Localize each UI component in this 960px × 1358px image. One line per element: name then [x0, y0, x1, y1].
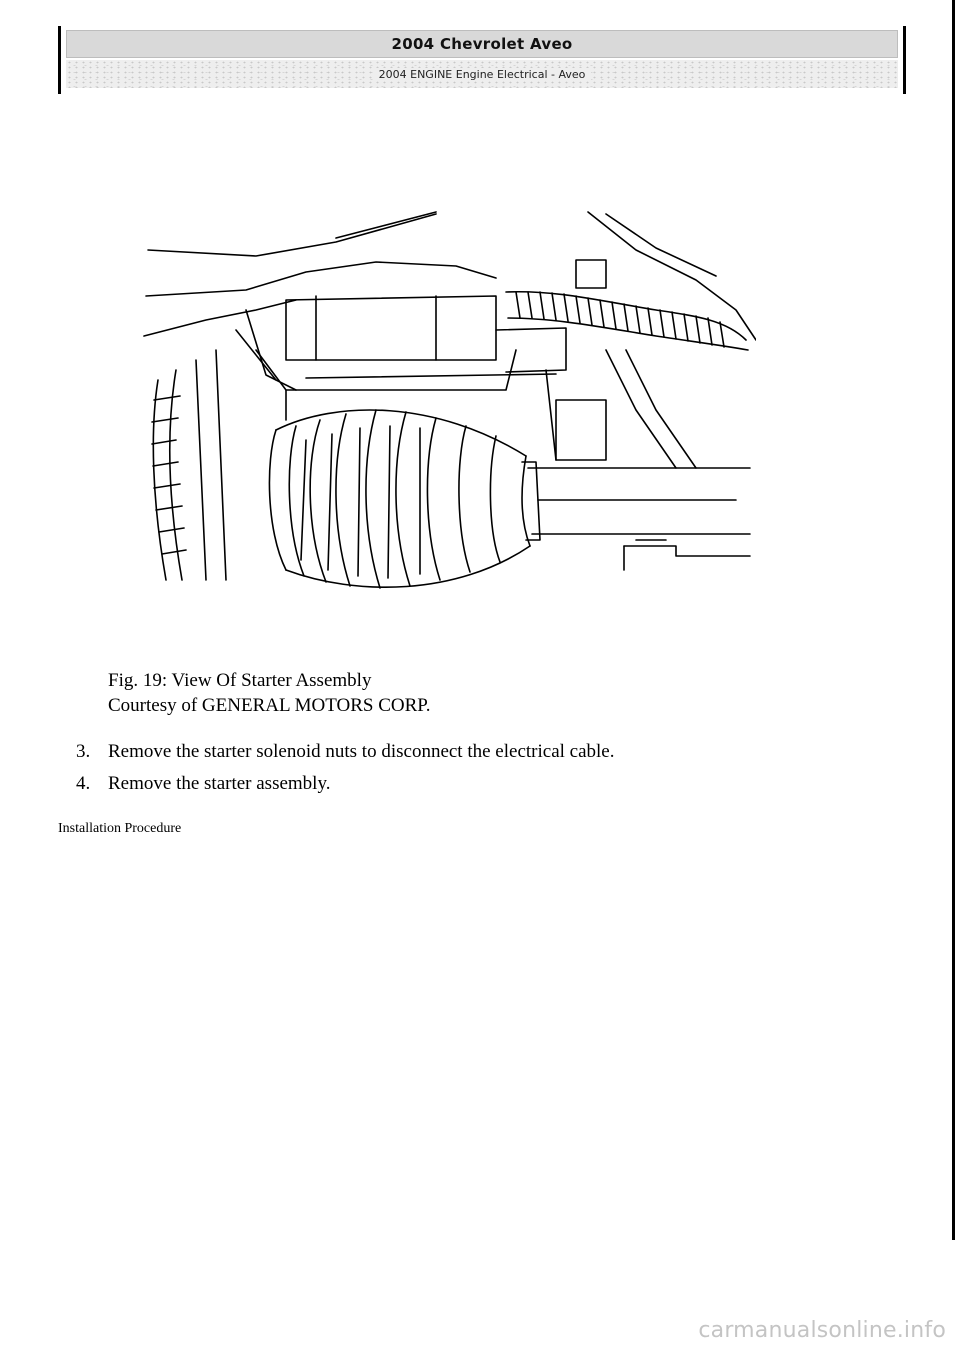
page-edge-line	[952, 0, 955, 1240]
step-text: Remove the starter solenoid nuts to disconnect the electrical cable.	[108, 741, 615, 762]
header-subtitle: 2004 ENGINE Engine Electrical - Aveo	[373, 68, 592, 81]
starter-assembly-figure	[136, 200, 756, 600]
header-right-border	[903, 26, 906, 94]
procedure-steps	[76, 740, 615, 804]
figure-caption-credit: Courtesy of GENERAL MOTORS CORP.	[108, 695, 431, 716]
section-heading: Installation Procedure	[58, 821, 182, 836]
header-subtitle-bar	[66, 60, 898, 88]
step-item	[76, 740, 615, 764]
document-header	[58, 26, 906, 94]
step-item	[76, 772, 615, 796]
header-title: 2004 Chevrolet Aveo	[66, 30, 898, 58]
figure-caption-title: Fig. 19: View Of Starter Assembly	[108, 670, 372, 691]
figure-caption	[108, 668, 431, 718]
step-number: 3.	[76, 741, 91, 762]
step-number: 4.	[76, 773, 91, 794]
watermark: carmanualsonline.info	[698, 1318, 946, 1343]
step-text: Remove the starter assembly.	[108, 773, 331, 794]
header-left-border	[58, 26, 61, 94]
